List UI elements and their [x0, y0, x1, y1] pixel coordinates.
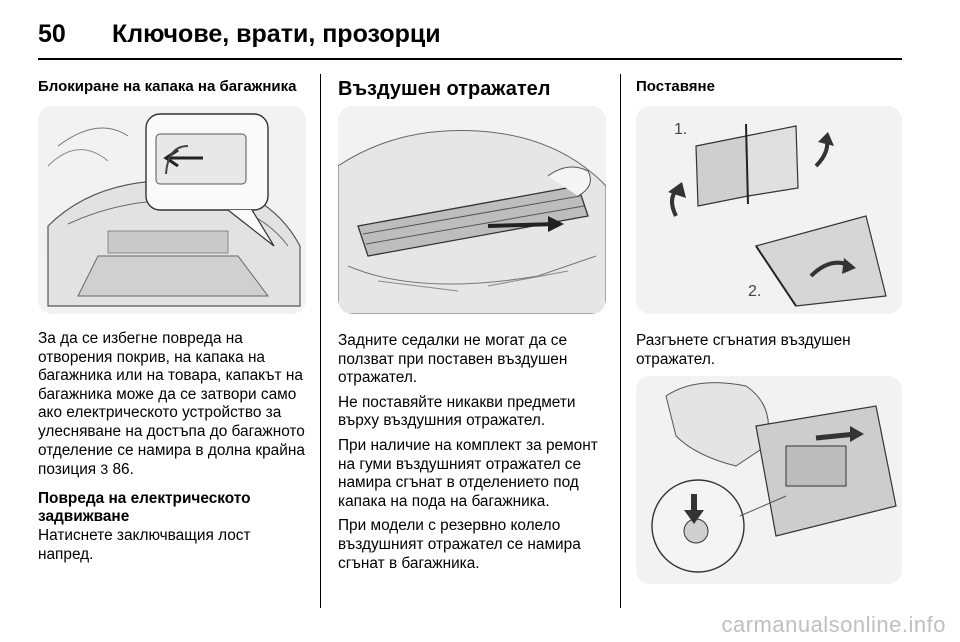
deflector-paragraph-3: При наличие на комплект за ремонт на гуми въздушният отражател се намира сгънат в отделението под капака на пода на багажника.	[338, 436, 598, 510]
section-title-wind-deflector: Въздушен отражател	[338, 78, 551, 100]
page-reference: 86.	[108, 461, 134, 479]
trunk-lock-illustration-icon	[38, 106, 306, 314]
deflector-unfold-illustration-icon	[636, 106, 902, 314]
step-1-label: 1.	[674, 121, 688, 138]
wind-deflector-stowing-illustration-icon	[338, 106, 606, 314]
column-divider-2	[620, 74, 621, 608]
header-rule	[38, 58, 902, 60]
section-title-installation: Поставяне	[636, 78, 715, 95]
trunk-lock-text	[38, 330, 306, 570]
section-title-trunk-lock: Блокиране на капака на багажника	[38, 78, 297, 95]
subheading-electric-failure: Повреда на електрическото задвижване	[38, 489, 251, 526]
trunk-lock-paragraph: За да се избегне повреда на отворения покрив, на капака на багажника или на товара, капакът на багажника може да се затвори само ако електрическото устройство за улесняване на достъпа до багажното отделение се намира в долна крайна позиция	[38, 330, 305, 479]
column-installation	[636, 76, 904, 368]
column-trunk-lock	[38, 76, 306, 563]
page-number: 50	[38, 19, 66, 48]
deflector-paragraph-1: Задните седалки не могат да се ползват при поставен въздушен отражател.	[338, 332, 568, 387]
wind-deflector-text	[338, 332, 608, 579]
column-wind-deflector	[338, 76, 606, 572]
installation-paragraph: Разгънете сгънатия въздушен отражател.	[636, 332, 851, 368]
step-2-label: 2.	[748, 283, 762, 300]
page-header	[38, 14, 441, 54]
page-reference-arrow-icon: 3	[100, 461, 109, 478]
page-title: Ключове, врати, прозорци	[112, 19, 441, 48]
watermark: carmanualsonline.info	[721, 612, 946, 637]
column-divider-1	[320, 74, 321, 608]
installation-text	[636, 332, 902, 375]
deflector-paragraph-2: Не поставяйте никакви предмети върху въздушния отражател.	[338, 393, 576, 430]
deflector-paragraph-4: При модели с резервно колело въздушният отражател се намира сгънат в багажника.	[338, 517, 581, 572]
electric-failure-text: Натиснете заключващия лост напред.	[38, 526, 251, 563]
deflector-mount-illustration-icon	[636, 376, 902, 584]
